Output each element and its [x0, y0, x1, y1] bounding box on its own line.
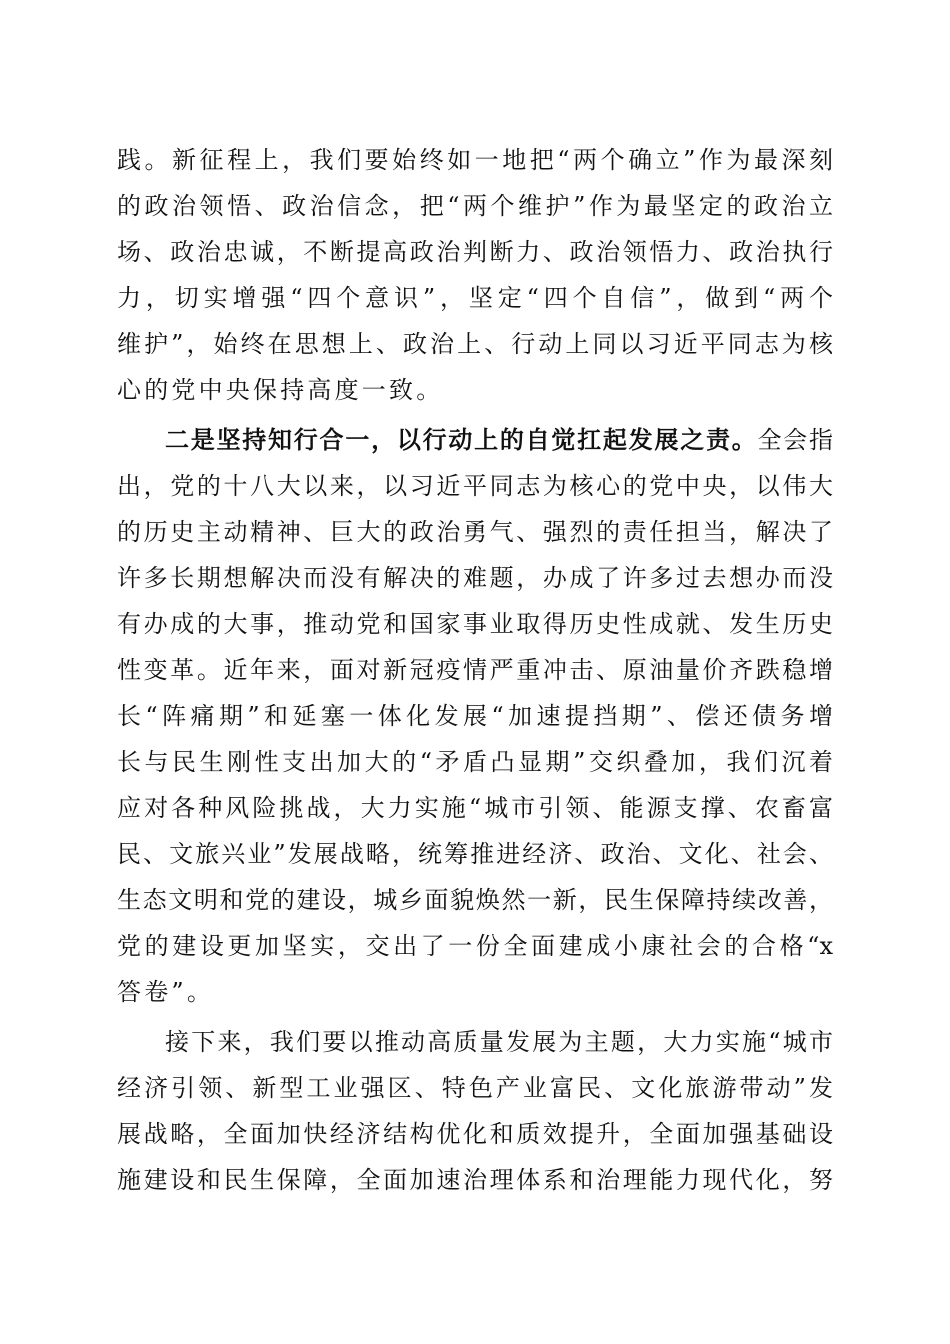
text-line: 有办成的大事，推动党和国家事业取得历史性成就、发生历史: [117, 610, 833, 638]
text-line: 维护”，始终在思想上、政治上、行动上同以习近平同志为核: [117, 330, 833, 358]
text-line: 生态文明和党的建设，城乡面貌焕然一新，民生保障持续改善，: [117, 886, 833, 914]
paragraph-1: [117, 137, 833, 413]
paragraph-lead-heading: 二是坚持知行合一，以行动上的自觉扛起发展之责。: [165, 425, 758, 454]
text-line-first: 接下来，我们要以推动高质量发展为主题，大力实施“城市: [165, 1028, 833, 1056]
text-line: 施建设和民生保障，全面加速治理体系和治理能力现代化，努: [117, 1166, 833, 1194]
text-line: 长与民生刚性支出加大的“矛盾凸显期”交织叠加，我们沉着: [117, 748, 833, 776]
text-line: 许多长期想解决而没有解决的难题，办成了许多过去想办而没: [117, 564, 833, 592]
text-line: 的历史主动精神、巨大的政治勇气、强烈的责任担当，解决了: [117, 518, 833, 546]
text-line: 的政治领悟、政治信念，把“两个维护”作为最坚定的政治立: [117, 192, 833, 220]
text-line: 应对各种风险挑战，大力实施“城市引领、能源支撑、农畜富: [117, 794, 833, 822]
text-line: 长“阵痛期”和延塞一体化发展“加速提挡期”、偿还债务增: [117, 702, 833, 730]
text-line: 民、文旅兴业”发展战略，统筹推进经济、政治、文化、社会、: [117, 840, 833, 868]
text-line: 展战略，全面加快经济结构优化和质效提升，全面加强基础设: [117, 1120, 833, 1148]
paragraph-3: [117, 1019, 833, 1203]
document-body: [117, 137, 833, 1203]
paragraph-2: [117, 417, 833, 1015]
text-line: 力，切实增强“四个意识”，坚定“四个自信”，做到“两个: [117, 284, 833, 312]
text-line: 答卷”。: [117, 978, 215, 1006]
text-line: 出，党的十八大以来，以习近平同志为核心的党中央，以伟大: [117, 472, 833, 500]
text-line: 心的党中央保持高度一致。: [117, 376, 444, 404]
text-line: 党的建设更加坚实，交出了一份全面建成小康社会的合格“x: [117, 932, 833, 960]
text-line: 经济引领、新型工业强区、特色产业富民、文化旅游带动”发: [117, 1074, 833, 1102]
text-line: 践。新征程上，我们要始终如一地把“两个确立”作为最深刻: [117, 146, 833, 174]
text-line: 场、政治忠诚，不断提高政治判断力、政治领悟力、政治执行: [117, 238, 833, 266]
text-line: 性变革。近年来，面对新冠疫情严重冲击、原油量价齐跌稳增: [117, 656, 833, 684]
first-line-rest: 全会指: [757, 426, 834, 454]
text-line-first: [117, 417, 833, 463]
